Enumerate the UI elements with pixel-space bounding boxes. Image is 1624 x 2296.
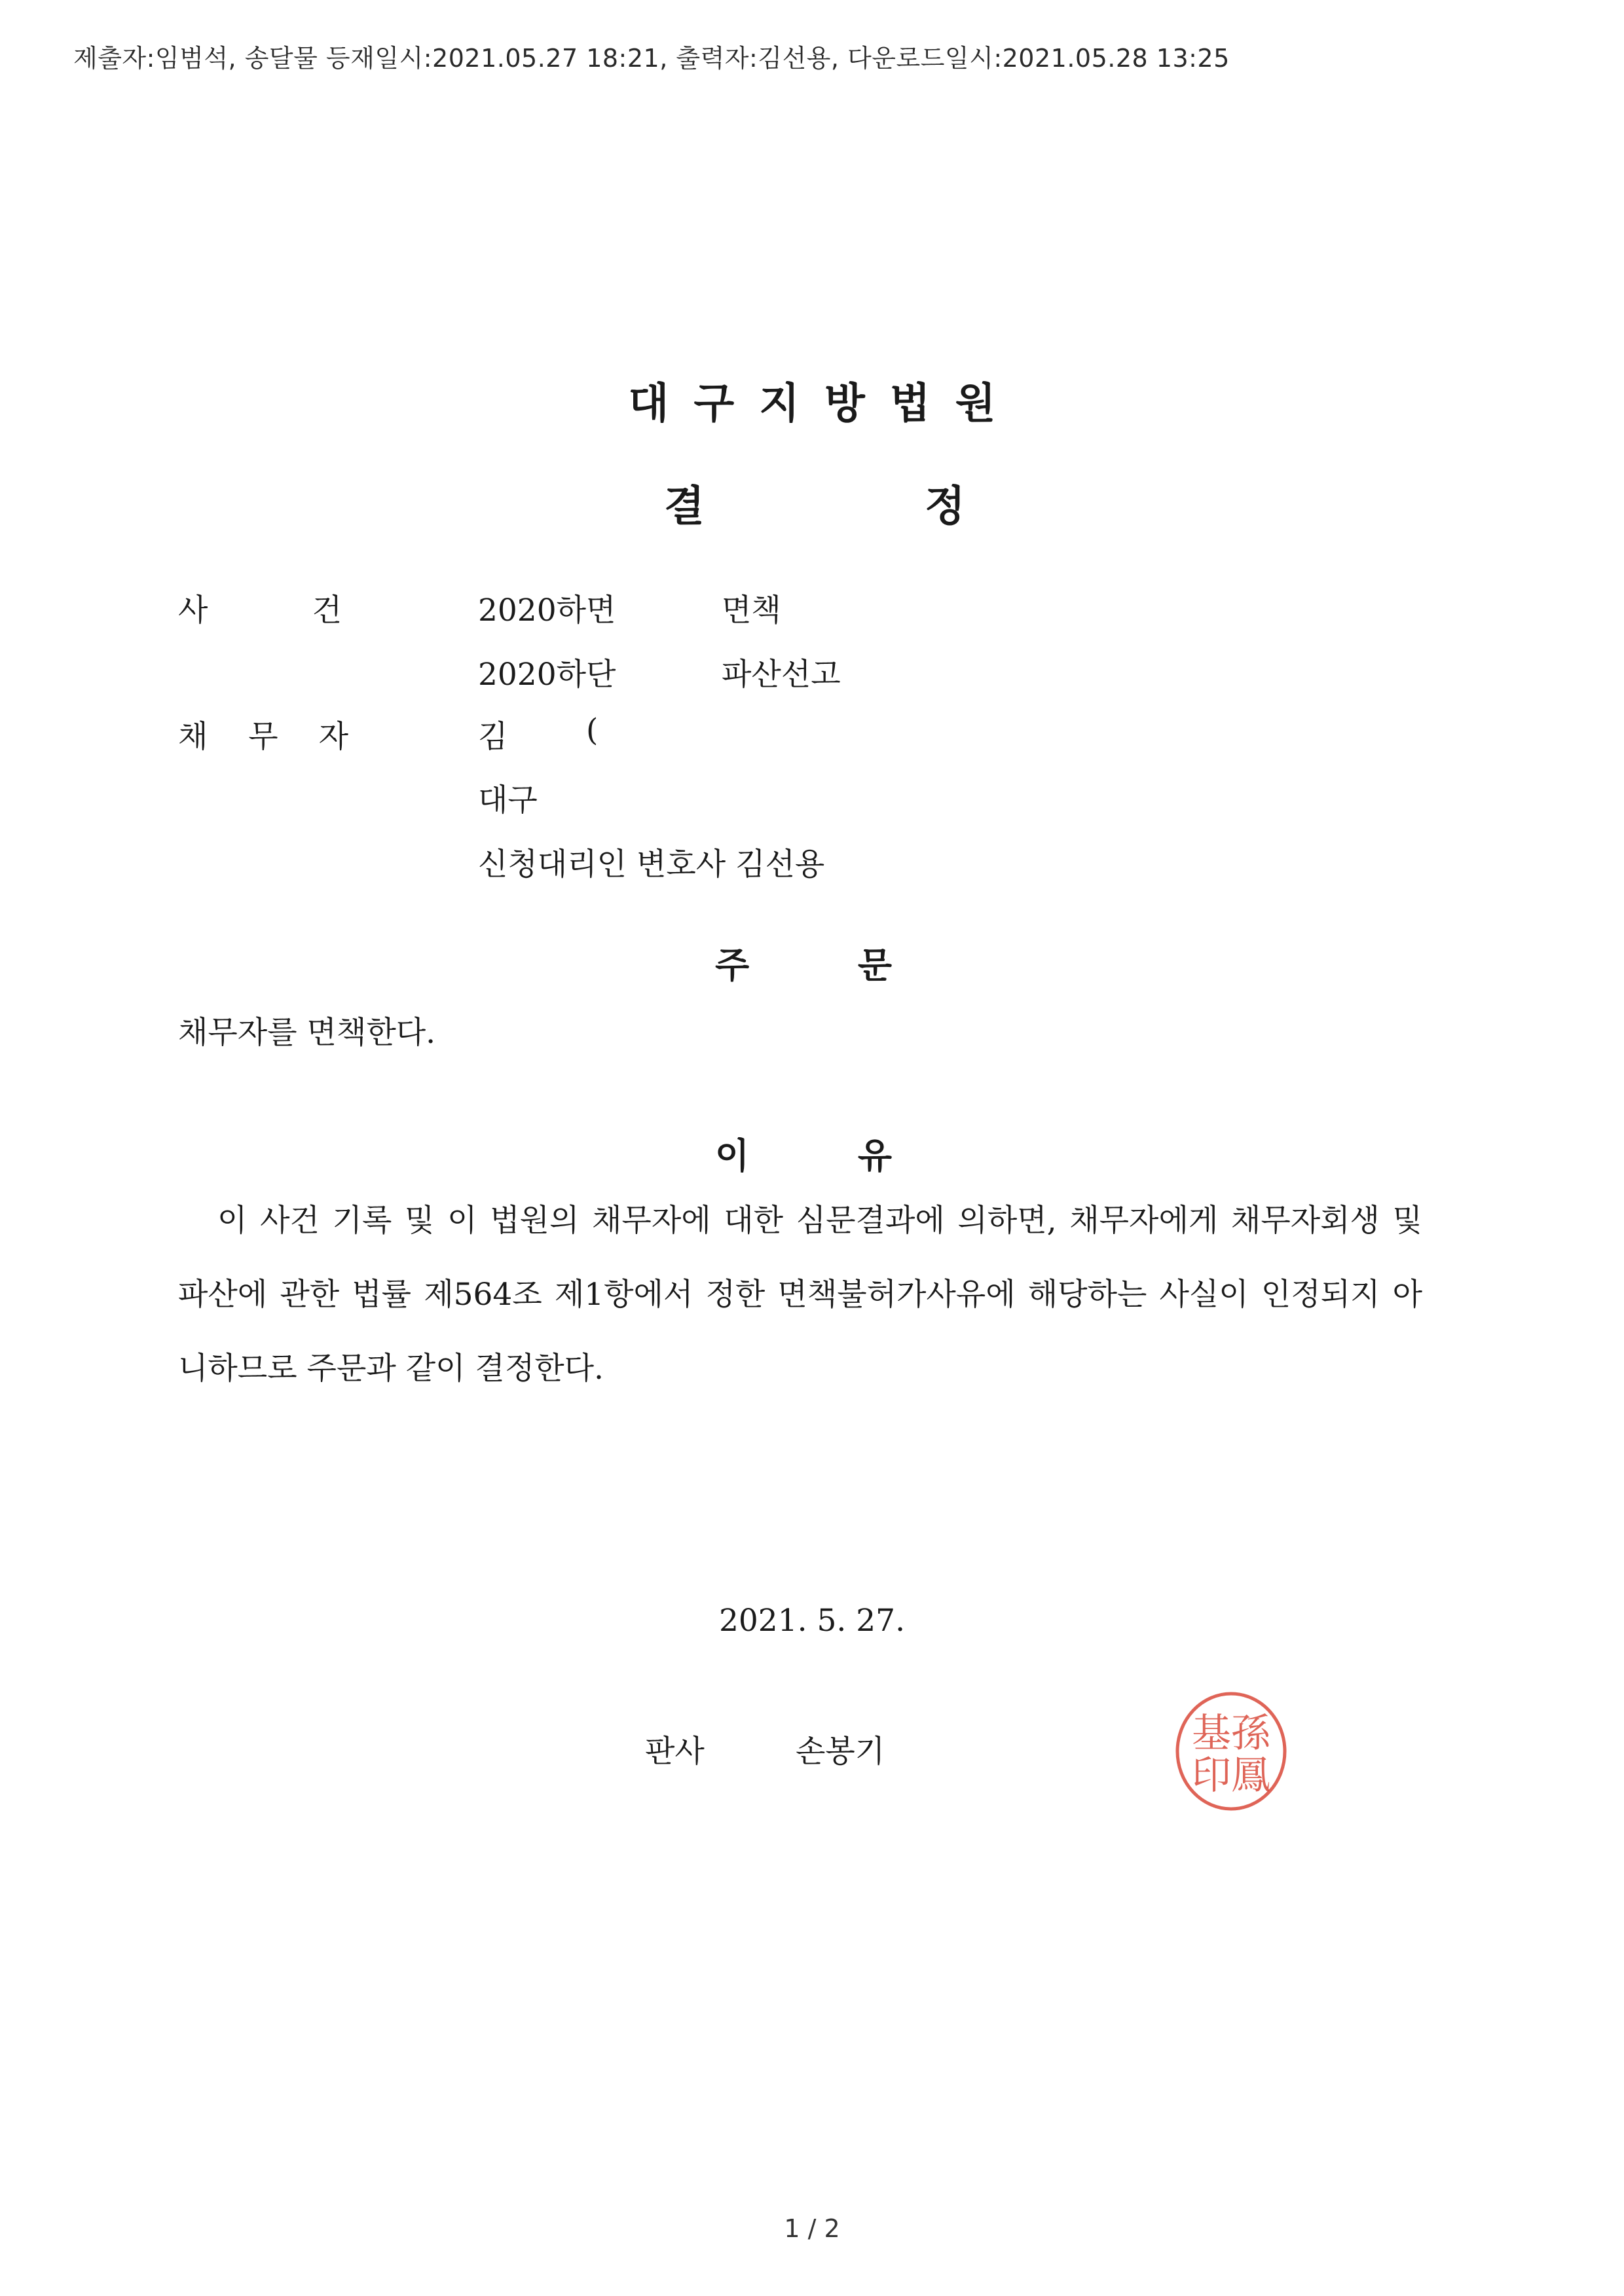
page-number: 1 / 2 xyxy=(784,2214,840,2243)
reason-heading xyxy=(715,1128,892,1178)
debtor-label-char: 채 xyxy=(178,719,208,755)
reason-heading-char: 유 xyxy=(857,1135,892,1176)
debtor-agent: 신청대리인 변호사 김선용 xyxy=(478,847,825,883)
title-char-left: 결 xyxy=(664,483,705,531)
court-name: 대구지방법원 xyxy=(628,380,1021,428)
order-heading xyxy=(715,938,892,988)
judge-title: 판사 xyxy=(645,1734,705,1770)
case-type-2: 파산선고 xyxy=(722,657,841,693)
decision-date: 2021. 5. 27. xyxy=(718,1603,906,1639)
case-label-char: 건 xyxy=(312,592,342,629)
case-number-1: 2020하면 xyxy=(478,592,616,629)
judge-seal xyxy=(1172,1689,1290,1813)
seal-text-bottom: 印鳳 xyxy=(1192,1753,1270,1798)
case-number-2: 2020하단 xyxy=(478,657,616,693)
case-type-1: 면책 xyxy=(722,592,781,629)
title-char-right: 정 xyxy=(925,483,965,531)
order-heading-char: 주 xyxy=(715,945,750,986)
svg-text:印鳳 xyxy=(1192,1753,1270,1798)
print-header: 제출자:임범석, 송달물 등재일시:2021.05.27 18:21, 출력자:김선용, 다운로드일시:2021.05.28 13:25 xyxy=(73,44,1230,73)
judge-name: 손봉기 xyxy=(796,1734,885,1770)
debtor-name: 김 xyxy=(478,719,508,755)
debtor-label-char: 자 xyxy=(318,719,348,755)
reason-heading-char: 이 xyxy=(715,1135,750,1176)
order-heading-char: 문 xyxy=(857,945,892,986)
debtor-paren: ( xyxy=(586,712,599,748)
case-label-char: 사 xyxy=(178,592,208,629)
debtor-label xyxy=(178,712,348,756)
debtor-address: 대구 xyxy=(478,782,538,818)
reason-text-body: 이 사건 기록 및 이 법원의 채무자에 대한 심문결과에 의하면, 채무자에게 채무자회생 및 파산에 관한 법률 제564조 제1항에서 정한 면책불허가사유에 해당하는 사실이 인정되지 아니하므로 주문과 같이 결정한다. xyxy=(178,1203,1422,1387)
document-title xyxy=(664,473,965,533)
svg-text:基孫 xyxy=(1192,1711,1272,1757)
order-text: 채무자를 면책한다. xyxy=(178,1015,436,1051)
reason-text xyxy=(178,1184,1422,1406)
case-label xyxy=(178,586,342,630)
debtor-label-char: 무 xyxy=(248,719,278,755)
seal-text-top: 基孫 xyxy=(1192,1711,1270,1757)
